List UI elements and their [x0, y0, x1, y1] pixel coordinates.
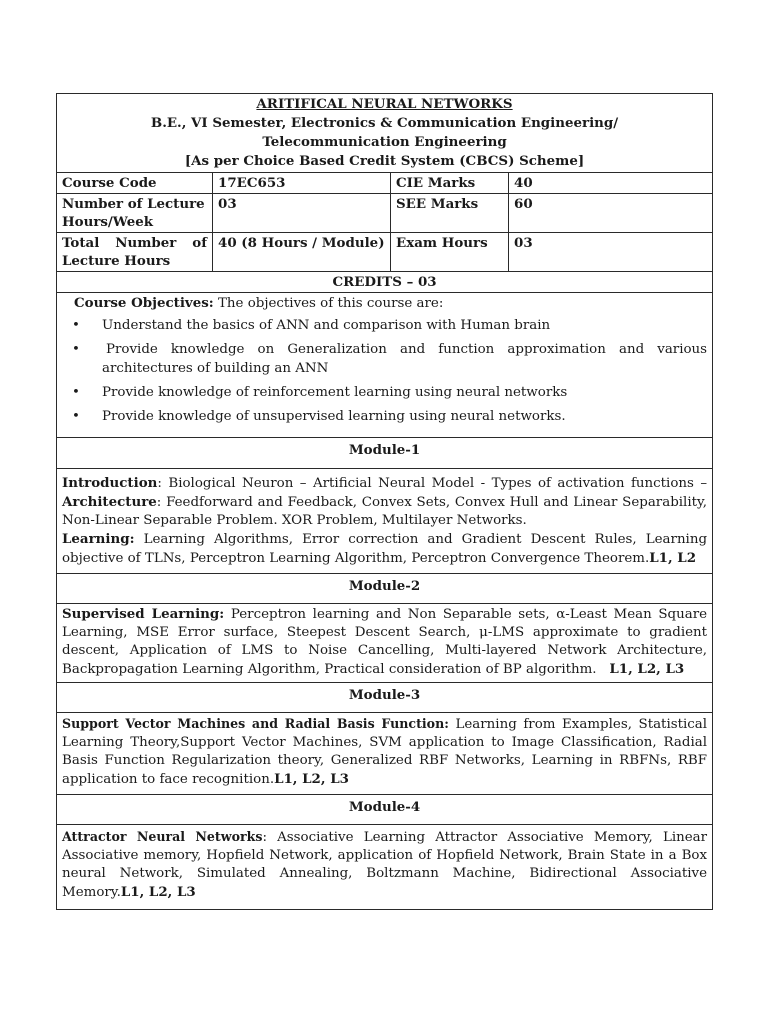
topic-label: Support Vector Machines and Radial Basis Function: — [62, 715, 449, 731]
topic-text: : Biological Neuron – Artificial Neural Model - Types of activation functions – — [157, 475, 708, 491]
topic-text: : Feedforward and Feedback, Convex Sets, Convex Hull and Linear Separability, Non-Linear Separable Problem. XOR Problem, Multilayer Networks. — [62, 494, 708, 529]
topic-text: : Associative Learning Attractor Associative Memory, Linear Associative memory, Hopfield Network, application of Hopfield Network, Brain State in a Box neural Network, Simulated Annealing, Boltzmann Machine, Bidirectional Associative Memory. — [62, 829, 708, 901]
course-title: ARITIFICAL NEURAL NETWORKS — [256, 96, 513, 112]
topic-label: Attractor Neural Networks — [62, 828, 263, 844]
info-value: 17EC653 — [213, 173, 391, 194]
objective-text: Provide knowledge of reinforcement learning using neural networks — [102, 385, 568, 401]
program-line-2: Telecommunication Engineering — [262, 134, 507, 150]
objective-text: Provide knowledge on Generalization and function approximation and various architectures of building an ANN — [102, 342, 708, 377]
level-tags: L1, L2 — [649, 550, 697, 567]
info-row — [57, 173, 713, 194]
topic-text: Learning Algorithms, Error correction and Gradient Descent Rules, Learning objective of TLNs, Perceptron Learning Algorithm, Perceptron Convergence Theorem. — [62, 532, 708, 567]
topic-label: Learning: — [62, 531, 135, 548]
module-body-row — [57, 824, 713, 909]
objectives-intro: The objectives of this course are: — [213, 296, 444, 312]
info-row — [57, 194, 713, 233]
program-line: B.E., VI Semester, Electronics & Communication Engineering/ — [150, 115, 619, 131]
info-value: 03 — [213, 194, 391, 233]
objective-text: Understand the basics of ANN and comparison with Human brain — [102, 318, 551, 334]
module-body-row — [57, 712, 713, 794]
info-value: 40 (8 Hours / Module) — [213, 233, 391, 272]
module-title-row — [57, 573, 713, 603]
objectives-heading — [62, 294, 707, 313]
topic-text: Learning from Examples, Statistical Learning Theory,Support Vector Machines, SVM application to Image Classification, Radial Basis Function Regularization theory, Generalized RBF Networks, Learning in RBFNs, RBF application to face recognition. — [62, 716, 708, 788]
info-value: 03 — [509, 233, 713, 272]
module-title: Module-2 — [57, 573, 713, 603]
info-key: Total Number of Lecture Hours — [57, 233, 213, 272]
scheme-line: [As per Choice Based Credit System (CBCS) Scheme] — [184, 153, 585, 169]
module-title: Module-1 — [57, 438, 713, 468]
module-body — [57, 824, 713, 909]
module-title: Module-4 — [57, 794, 713, 824]
module-title-row — [57, 794, 713, 824]
module-paragraph — [62, 474, 707, 531]
info-value: 60 — [509, 194, 713, 233]
module-paragraph — [62, 530, 707, 568]
module-title: Module-3 — [57, 682, 713, 712]
bullet-icon: • — [72, 385, 80, 401]
info-key: SEE Marks — [391, 194, 509, 233]
objectives-list — [62, 316, 707, 426]
course-header — [57, 94, 713, 173]
module-body-row — [57, 603, 713, 682]
objective-item — [62, 316, 707, 335]
level-tags: L1, L2, L3 — [120, 884, 196, 901]
topic-label: Supervised Learning: — [62, 605, 225, 622]
level-tags: L1, L2, L3 — [274, 771, 349, 788]
objective-item — [62, 340, 707, 378]
module-body-row — [57, 468, 713, 573]
info-value: 40 — [509, 173, 713, 194]
credits-row — [57, 272, 713, 293]
module-title-row — [57, 438, 713, 468]
bullet-icon: • — [72, 342, 80, 358]
header-row — [57, 94, 713, 173]
module-body — [57, 468, 713, 573]
info-row — [57, 233, 713, 272]
bullet-icon: • — [72, 409, 80, 425]
syllabus-sheet — [56, 93, 712, 910]
objective-text: Provide knowledge of unsupervised learning using neural networks. — [102, 409, 566, 425]
module-title-row — [57, 682, 713, 712]
course-objectives — [57, 293, 713, 438]
level-tags: L1, L2, L3 — [609, 661, 685, 678]
module-body — [57, 712, 713, 794]
objective-item — [62, 383, 707, 402]
topic-text: Perceptron learning and Non Separable sets, α-Least Mean Square Learning, MSE Error surface, Steepest Descent Search, μ-LMS approximate to gradient descent, Application of LMS to Noise Cancelling, Multi-layered Network Architecture, Backpropagation Learning Algorithm, Practical consideration of BP algorithm. — [62, 606, 712, 678]
module-body — [57, 603, 713, 682]
bullet-icon: • — [72, 318, 80, 334]
objectives-label: Course Objectives: — [74, 295, 214, 312]
objectives-row — [57, 293, 713, 438]
info-key: CIE Marks — [391, 173, 509, 194]
topic-label: Introduction — [62, 474, 158, 491]
info-key: Exam Hours — [391, 233, 509, 272]
topic-label: Architecture — [62, 493, 157, 510]
credits-label: CREDITS – 03 — [57, 272, 713, 293]
syllabus-table — [56, 93, 713, 910]
info-key: Course Code — [57, 173, 213, 194]
objective-item — [62, 407, 707, 426]
info-key: Number of Lecture Hours/Week — [57, 194, 213, 233]
